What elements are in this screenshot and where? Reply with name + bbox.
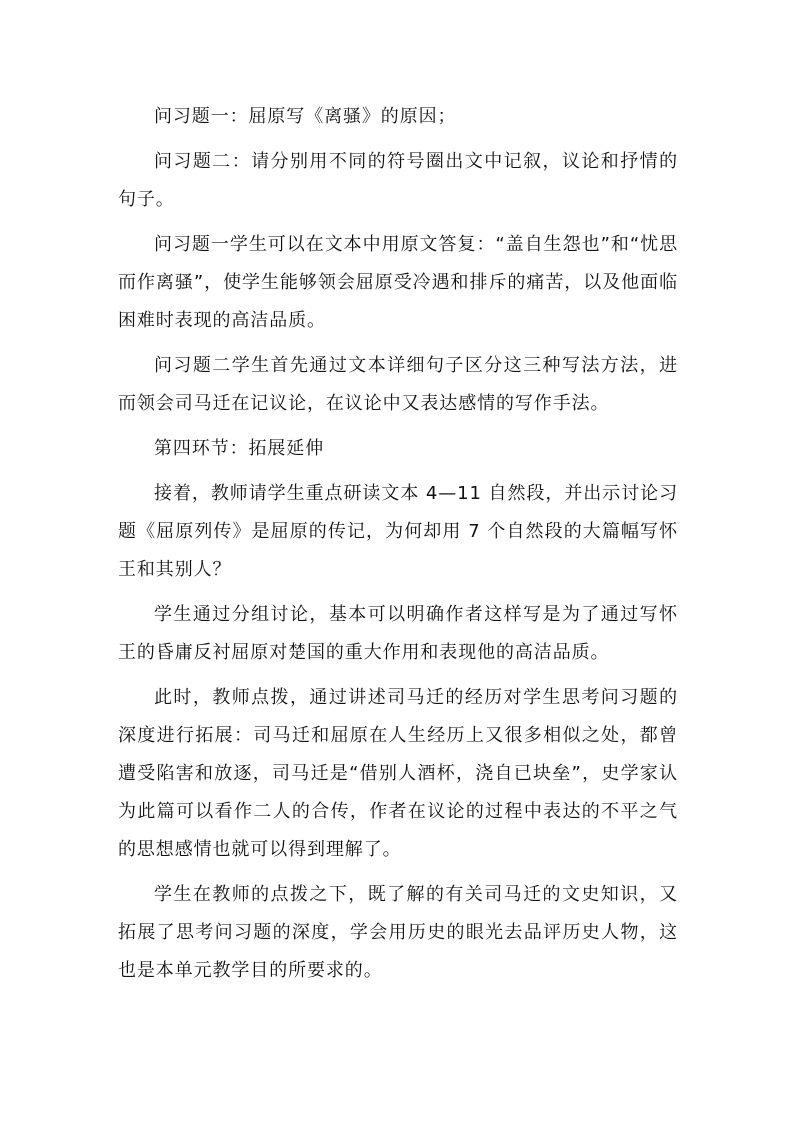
- document-body: [118, 98, 678, 990]
- paragraph-answer-two: 问习题二学生首先通过文本详细句子区分这三种写法方法，进而领会司马迁在记议论，在议论中又表达感情的写作手法。: [118, 355, 678, 414]
- paragraph-discussion-prompt: 接着，教师请学生重点研读文本 4—11 自然段，并出示讨论习题《屈原列传》是屈原的传记，为何却用 7 个自然段的大篇幅写怀王和其别人？: [118, 483, 678, 580]
- paragraph-question-one: 问习题一：屈原写《离骚》的原因；: [154, 106, 457, 127]
- section-heading-extension: 第四环节：拓展延伸: [154, 438, 325, 459]
- paragraph-group-discussion: 学生通过分组讨论，基本可以明确作者这样写是为了通过写怀王的昏庸反衬屈原对楚国的重大作用和表现他的高洁品质。: [118, 604, 678, 663]
- paragraph-answer-one: 问习题一学生可以在文本中用原文答复：“盖自生怨也”和“忧思而作离骚”，使学生能够领会屈原受冷遇和排斥的痛苦，以及他面临困难时表现的高洁品质。: [118, 234, 678, 331]
- paragraph-question-two: 问习题二：请分别用不同的符号圈出文中记叙，议论和抒情的句子。: [118, 151, 678, 210]
- paragraph-teacher-guidance: 此时，教师点拨，通过讲述司马迁的经历对学生思考问习题的深度进行拓展：司马迁和屈原在人生经历上又很多相似之处，都曾遭受陷害和放逐，司马迁是“借别人酒杯，浇自已块垒”，史学家认为此篇可以看作二人的合传，作者在议论的过程中表达的不平之气的思想感情也就可以得到理解了。: [118, 687, 678, 860]
- paragraph-conclusion: 学生在教师的点拨之下，既了解的有关司马迁的文史知识，又拓展了思考问习题的深度，学会用历史的眼光去品评历史人物，这也是本单元教学目的所要求的。: [118, 884, 678, 981]
